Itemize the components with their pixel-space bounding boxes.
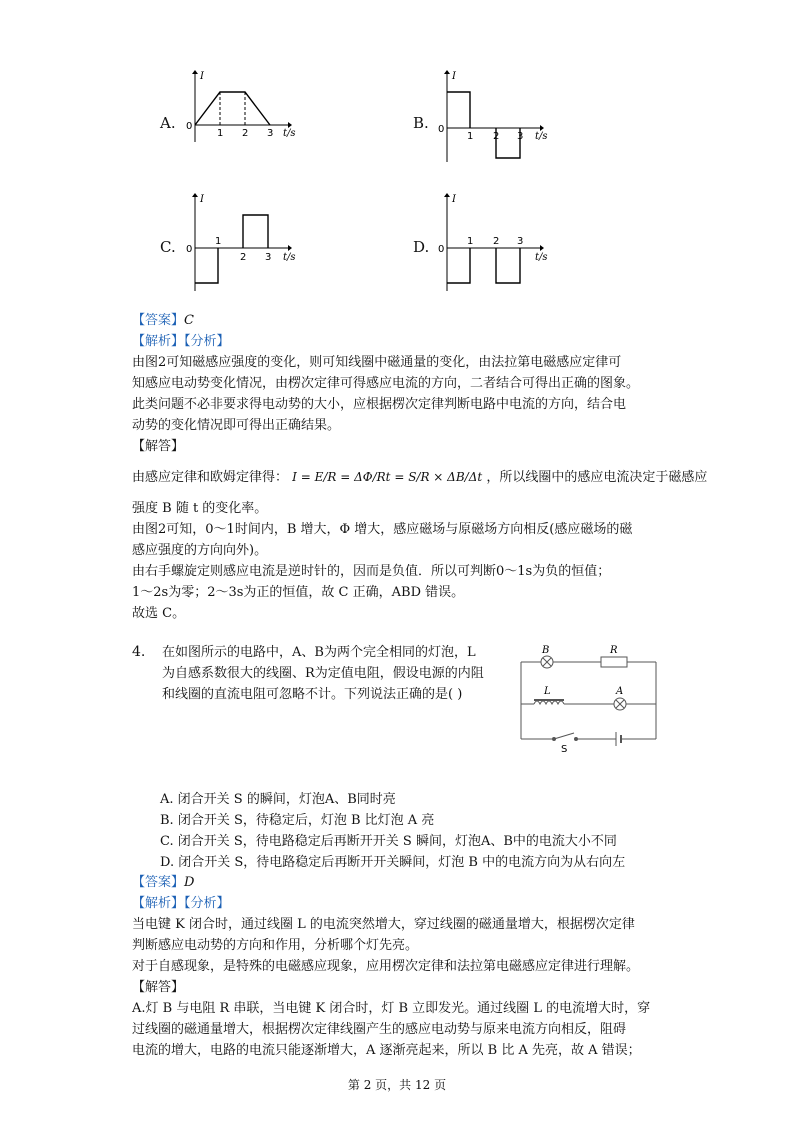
question-stem [162,642,502,705]
tick-3: 3 [265,252,272,263]
origin-label: 0 [186,121,193,132]
axis-i-label: I [200,71,204,82]
tick-2: 2 [493,236,500,247]
label-b: B [542,645,550,656]
analysis-line: 判断感应电动势的方向和作用，分析哪个灯先亮。 [132,938,419,953]
answer-value: D [184,875,195,890]
origin-label: 0 [438,124,445,135]
stem-line: 和线圈的直流电阻可忽略不计。下列说法正确的是( ) [162,687,463,702]
formula-line [132,467,708,488]
analysis-line: 动势的变化情况即可得出正确结果。 [132,418,341,433]
page-footer: 第 2 页，共 12 页 [347,1078,447,1092]
graph-option-a [180,70,296,145]
analysis-tag: 【解析】【分析】 [132,334,230,349]
tick-1: 1 [467,236,474,247]
current-negative [195,248,218,283]
current-positive [447,92,470,128]
coil-l [534,701,564,704]
i-axis-arrow [444,70,450,74]
solution-tag: 【解答】 [132,439,185,454]
solution-line: 过线圈的磁通量增大，根据楞次定律线圈产生的感应电动势与原来电流方向相反，阻碍 [132,1022,627,1037]
i-axis-arrow [192,70,198,74]
solution-line: 由图2可知，0～1时间内，B 增大，Φ 增大，感应磁场与原磁场方向相反(感应磁场的磁 [132,522,633,537]
solution-line: A.灯 B 与电阻 R 串联，当电键 K 闭合时，灯 B 立即发光。通过线圈 L 的电流增大时，穿 [132,1001,651,1016]
solution-line: 由右手螺旋定则感应电流是逆时针的，因而是负值．所以可判断0～1s为负的恒值； [132,564,611,579]
answer-tag: 【答案】 [132,875,185,890]
origin-label: 0 [186,244,193,255]
solution-line: 故选 C。 [132,606,186,621]
answer-tag: 【答案】 [132,313,185,328]
q3-explanation [132,310,708,624]
label-s: S [561,744,568,755]
stem-line: 在如图所示的电路中，A、B为两个完全相同的灯泡，L [162,645,476,660]
t-axis-arrow [540,245,544,251]
origin-label: 0 [438,244,445,255]
q4-answer-line [132,872,667,893]
graph-option-b [432,70,548,165]
tick-1: 1 [467,131,474,142]
graph-option-d [432,193,548,293]
choice-list [160,789,625,873]
current-curve [195,92,270,125]
current-positive [243,215,268,248]
axis-t-label: t/s [283,252,296,263]
current-negative-1 [447,248,470,283]
circuit-diagram [516,642,661,754]
q3-answer-line [132,310,667,331]
formula: I = E/R = ΔΦ/Rt = S/R × ΔB/Δt [292,470,483,484]
option-c-label: C. [160,238,176,256]
label-r: R [610,645,618,656]
formula-lead: 由感应定律和欧姆定律得： [132,470,289,485]
i-axis-arrow [192,193,198,197]
tick-3: 3 [517,131,524,142]
option-a-label: A. [160,114,176,132]
answer-value: C [184,313,194,328]
i-axis-arrow [444,193,450,197]
tick-2: 2 [493,131,500,142]
solution-tag: 【解答】 [132,980,185,995]
resistor-r [601,657,627,667]
option-d-label: D. [413,238,430,256]
formula-tail: ，所以线圈中的感应电流决定于磁感应 [486,470,708,485]
choice-b: B. 闭合开关 S，待稳定后，灯泡 B 比灯泡 A 亮 [160,813,435,828]
axis-i-label: I [452,194,456,205]
analysis-line: 此类问题不必非要求得电动势的大小，应根据楞次定律判断电路中电流的方向，结合电 [132,397,627,412]
axis-t-label: t/s [283,128,296,139]
tick-1: 1 [217,128,224,139]
analysis-line: 当电键 K 闭合时，通过线圈 L 的电流突然增大，穿过线圈的磁通量增大，根据楞次定律 [132,917,635,932]
analysis-line: 知感应电动势变化情况，由楞次定律可得感应电流的方向，二者结合可得出正确的图象。 [132,376,640,391]
label-a: A [616,686,624,697]
analysis-line: 对于自感现象，是特殊的电磁感应现象，应用楞次定律和法拉第电磁感应定律进行理解。 [132,959,640,974]
tick-2: 2 [242,128,249,139]
solution-line: 感应强度的方向向外)。 [132,543,268,558]
analysis-line: 由图2可知磁感应强度的变化，则可知线圈中磁通量的变化，由法拉第电磁感应定律可 [132,355,622,370]
solution-line: 强度 B 随 t 的变化率。 [132,501,268,516]
tick-3: 3 [267,128,274,139]
tick-2: 2 [240,252,247,263]
choice-d: D. 闭合开关 S，待电路稳定后再断开开关瞬间，灯泡 B 中的电流方向为从右向左 [160,855,626,870]
q4-explanation [132,872,667,1061]
question-number: 4. [132,644,146,660]
choice-c: C. 闭合开关 S，待电路稳定后再断开开关 S 瞬间，灯泡A、B中的电流大小不同 [160,834,617,849]
choice-a: A. 闭合开关 S 的瞬间，灯泡A、B同时亮 [160,792,396,807]
t-axis-arrow [288,245,292,251]
axis-i-label: I [200,194,204,205]
current-negative-2 [496,248,520,283]
switch-s [554,733,574,739]
graph-option-c [180,193,296,293]
stem-line: 为自感系数很大的线圈、R为定值电阻，假设电源的内阻 [162,666,484,681]
axis-t-label: t/s [535,252,548,263]
analysis-tag: 【解析】【分析】 [132,896,230,911]
option-b-label: B. [413,114,429,132]
solution-line: 电流的增大，电路的电流只能逐渐增大，A 逐渐亮起来，所以 B 比 A 先亮，故 A 错误； [132,1043,641,1058]
solution-line: 1～2s为零；2～3s为正的恒值，故 C 正确，ABD 错误。 [132,585,465,600]
axis-i-label: I [452,71,456,82]
tick-3: 3 [517,236,524,247]
axis-t-label: t/s [535,131,548,142]
tick-1: 1 [215,236,222,247]
label-l: L [544,686,551,697]
